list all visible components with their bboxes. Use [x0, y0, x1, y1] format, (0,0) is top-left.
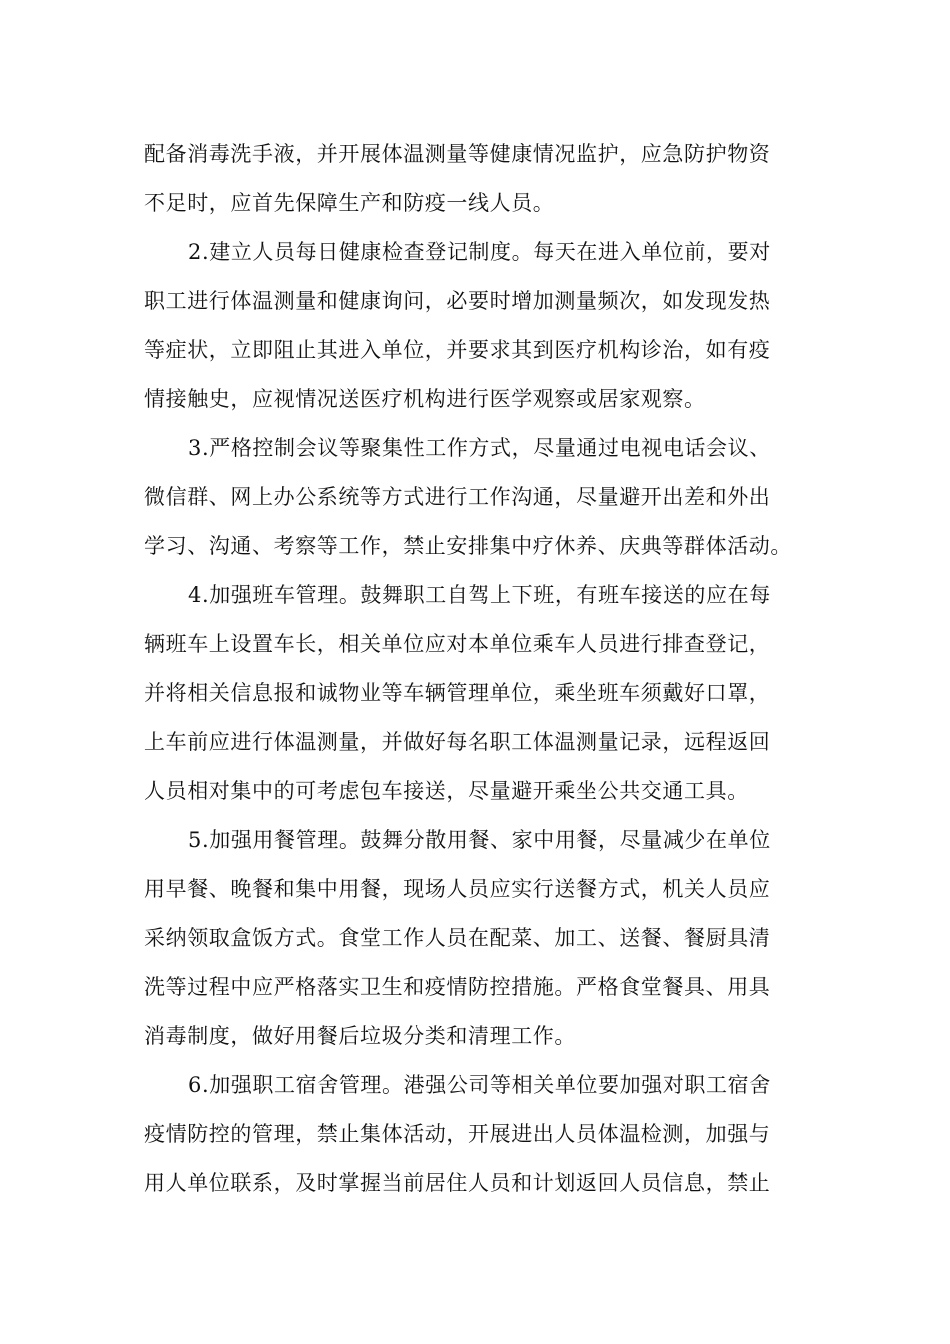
- paragraph-start-line: 2.建立人员每日健康检查登记制度。每天在进入单位前，要对: [188, 240, 771, 264]
- body-line: 职工进行体温测量和健康询问，必要时增加测量频次，如发现发热: [144, 289, 771, 313]
- body-line: 不足时，应首先保障生产和防疫一线人员。: [144, 191, 555, 215]
- body-line: 等症状，立即阻止其进入单位，并要求其到医疗机构诊治，如有疫: [144, 338, 771, 362]
- body-line: 采纳领取盒饭方式。食堂工作人员在配菜、加工、送餐、餐厨具清: [144, 926, 771, 950]
- body-line: 用早餐、晚餐和集中用餐，现场人员应实行送餐方式，机关人员应: [144, 877, 771, 901]
- document-body: [144, 130, 806, 1208]
- paragraph-start-line: 5.加强用餐管理。鼓舞分散用餐、家中用餐，尽量减少在单位: [188, 828, 771, 852]
- body-line: 配备消毒洗手液，并开展体温测量等健康情况监护，应急防护物资: [144, 142, 771, 166]
- body-line: 洗等过程中应严格落实卫生和疫情防控措施。严格食堂餐具、用具: [144, 975, 771, 999]
- paragraph-start-line: 3.严格控制会议等聚集性工作方式，尽量通过电视电话会议、: [188, 436, 771, 460]
- paragraph-start-line: 6.加强职工宿舍管理。港强公司等相关单位要加强对职工宿舍: [188, 1073, 771, 1097]
- body-line: 辆班车上设置车长，相关单位应对本单位乘车人员进行排查登记，: [144, 632, 771, 656]
- body-line: 学习、沟通、考察等工作，禁止安排集中疗休养、庆典等群体活动。: [144, 534, 792, 558]
- body-line: 疫情防控的管理，禁止集体活动，开展进出人员体温检测，加强与: [144, 1122, 771, 1146]
- body-line: 上车前应进行体温测量，并做好每名职工体温测量记录，远程返回: [144, 730, 771, 754]
- body-line: 微信群、网上办公系统等方式进行工作沟通，尽量避开出差和外出: [144, 485, 771, 509]
- body-line: 消毒制度，做好用餐后垃圾分类和清理工作。: [144, 1024, 576, 1048]
- body-line: 并将相关信息报和诚物业等车辆管理单位，乘坐班车须戴好口罩，: [144, 681, 771, 705]
- body-line: 人员相对集中的可考虑包车接送，尽量避开乘坐公共交通工具。: [144, 779, 749, 803]
- body-line: 情接触史，应视情况送医疗机构进行医学观察或居家观察。: [144, 387, 706, 411]
- body-line: 用人单位联系，及时掌握当前居住人员和计划返回人员信息，禁止: [144, 1171, 771, 1195]
- paragraph-start-line: 4.加强班车管理。鼓舞职工自驾上下班，有班车接送的应在每: [188, 583, 771, 607]
